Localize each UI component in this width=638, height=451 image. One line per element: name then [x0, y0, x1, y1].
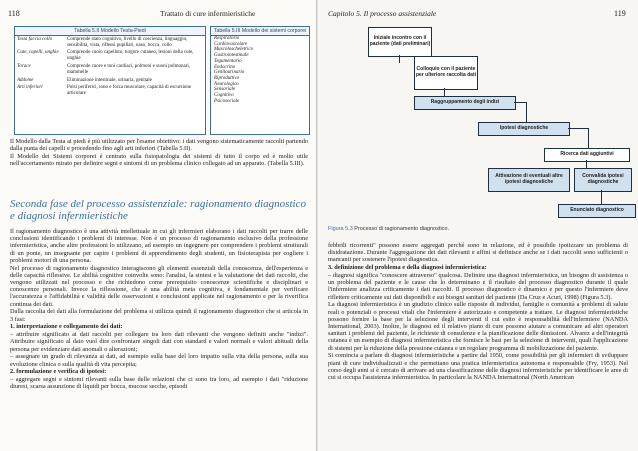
flow-arrow	[586, 160, 587, 168]
list-item: Genitourinario	[214, 70, 245, 76]
flow-box-interview: Colloquio con il paziente per ulteriore raccolta dati	[414, 56, 478, 90]
list-item: Tegumentario	[214, 58, 242, 64]
figure-label: Figura 5.3	[328, 226, 353, 232]
body-text	[10, 228, 308, 391]
table-row-key: Cute, capelli, unghie	[17, 50, 59, 56]
table-row-key: Addome	[17, 77, 34, 83]
table-caption: Tabella 5.III Modello dei sistemi corporei	[211, 27, 309, 36]
flow-box-diagnostic-statement: Enunciato diagnostico	[558, 204, 636, 218]
bullet: – aggregare segni e sintomi rilevanti sulla base delle relazioni che ci sono tra loro, ad esempio i dati "riduzione diuresi, scarsa assunzione di liquidi per bocca, mucose secche, episodi	[10, 376, 308, 391]
list-heading: 3. definizione del problema e della diagnosi infermieristica:	[328, 264, 487, 272]
table-row-key: Testa faccia collo	[17, 36, 53, 42]
list-item: Psicosociale	[214, 98, 240, 104]
running-head-left: Trattato di cure infermieristiche	[160, 9, 256, 18]
table-body-systems	[210, 26, 310, 135]
flow-arrow	[514, 102, 526, 103]
list-item: Sensoriale	[214, 87, 236, 93]
table-caption: Tabella 5.II Modello Testa-Piedi	[15, 27, 205, 36]
flow-arrow	[568, 128, 588, 129]
list-item: Neurologico	[214, 81, 239, 87]
flow-box-initial-encounter: Iniziale incontro con il paziente (dati preliminari)	[368, 27, 432, 57]
table-row-value: Comprende stato cognitivo, livello di coscienza, linguaggio, sensibilità, vista, riflessi pupillari, naso, bocca, collo	[67, 36, 188, 48]
list-item: Muscoloscheletrico	[214, 47, 254, 53]
table-row-key: Arti inferiori	[17, 85, 43, 91]
table-row-value: Comprende cuoio capelluto, turgore cutaneo, lesioni della cute, unghie	[67, 50, 194, 62]
flow-arrow	[601, 190, 602, 204]
list-item: Cardiovascolare	[214, 41, 248, 47]
flow-box-cluster-cues: Raggruppamento degli indizi	[414, 96, 516, 110]
left-page	[0, 0, 316, 451]
list-item: Cognitivo	[214, 93, 234, 99]
paragraph: Il ragionamento diagnostico è una attività intellettuale in cui gli infermieri elaborano i dati raccolti per trarre delle conclusioni identificando i problemi di interesse. Non è un processo di ragionamento esclusivo della professione infermieristica, anche altre professioni lo utilizzano, ad esempio un ingegnere per comprendere i problemi strutturali di un ponte, un insegnante per capire i problemi di apprendimento degli studenti, un fisioterapista per cogliere i problemi motori di una persona.	[10, 228, 308, 264]
list-heading: 1. interpretazione e collegamento dei dati:	[10, 323, 123, 331]
paragraph: Il Modello dalla Testa ai piedi è più utilizzato per l'esame obiettivo: i dati vengono sistematicamente raccolti partendo dalla punta dei capelli e procedendo fino agli arti inferiori (Tabella 5.II).	[10, 138, 308, 153]
paragraph: Si comincia a parlare di diagnosi infermieristiche a partire dal 1950, come possibilità per gli infermieri di sviluppare piani di cure individualizzati e che permettano una pratica infermieristica autonoma e responsabile (Fry, 1953). Nel corso degli anni si è cercato di arrivare ad una classificazione delle diagnosi infermieristiche per identificare le aree di cui si occupa l'assistenza infermieristica. In particolare la NANDA International (North American	[328, 352, 628, 382]
body-text-right	[328, 242, 628, 382]
paragraph: La diagnosi infermieristica è un giudizio clinico sulle risposte di individui, famiglie o comunità a problemi di salute reali o potenziali o processi vitali che l'infermiere è autorizzato e competente a trattare. Le diagnosi infermieristiche possono fornire la base per la selezione degli interventi il cui esito è responsabilità dell'infermiere (NANDA International, 2003). Inoltre, le diagnosi ed il relativo piano di cure possono aiutare a comunicare ad altri operatori sanitari i problemi del paziente, le richieste di consulenze e la pianificazione delle dimissioni. Alvarez a dell'integrità cutanea è un esempio di diagnosi infermieristica che fornisce le basi per la selezione di interventi, quali l'applicazione di sistemi per la riduzione della pressione cutanea e un regolare programma di mobilizzazione del paziente.	[328, 301, 628, 352]
paragraph: Dalla raccolta dei dati alla formulazione del problema si utilizza quindi il ragionamento diagnostico che si articola in 3 fasi:	[10, 308, 308, 323]
bullet: – diagnosi significa "conoscere attraverso" qualcosa. Definire una diagnosi infermieristica, un bisogno di assistenza o un problema del paziente e le cause che lo determinano e il risultato del processo diagnostico durante il quale l'infermiere analizza criticamente i dati raccolti. Il processo diagnostico è dinamico e per questo l'infermiere deve riflettere criticamente sui dati disponibili e sui bisogni sanitari del paziente (Da Cruz e Acuri, 1998) (Figura 5.3).	[328, 272, 628, 301]
page-number-left: 118	[8, 9, 20, 18]
section-heading: Seconda fase del processo assistenziale: ragionamento diagnostico e diagnosi infermieristiche	[10, 198, 306, 222]
list-item: Respiratorio	[214, 36, 240, 41]
list-heading: 2. formulazione e verifica di ipotesi:	[10, 368, 107, 376]
flow-arrow	[399, 55, 400, 63]
intro-paragraphs	[10, 138, 308, 168]
flow-arrow	[588, 128, 589, 148]
table-row-value: Polsi periferici, tono e forza muscolare, capacità di escursione articolare	[67, 85, 192, 97]
flow-arrow	[526, 102, 527, 122]
table-row-value: Comprende cuore e toni cardiaci, polmoni e suoni polmonari, mammelle	[67, 63, 191, 75]
table-row-value: Eliminazione intestinale, urinaria, genitale	[67, 77, 152, 83]
right-page	[318, 0, 638, 451]
running-head-right: Capitolo 5. Il processo assistenziale	[328, 9, 437, 18]
flow-box-other-hypotheses: Attivazione di eventuali altre ipotesi diagnostiche	[488, 168, 570, 192]
figure-caption-text: Processo di ragionamento diagnostico.	[354, 226, 450, 232]
paragraph: febbrili ricorrenti" possono essere aggregati perché sono in relazione, ed è possibile ipotizzare un problema di disidratazione. Durante l'aggregazione dei dati rilevanti e affini si definisce anche se i dati raccolti sono sufficienti o mancanti per sostenere l'ipotesi diagnostica.	[328, 242, 628, 264]
list-item: Endocrino	[214, 64, 236, 70]
flow-box-diagnostic-hypotheses: Ipotesi diagnostiche	[478, 122, 570, 136]
page-number-right: 119	[614, 9, 626, 18]
diagnostic-reasoning-diagram	[318, 0, 638, 240]
bullet: – assegnare un grado di rilevanza ai dati, ad esempio sulla base del loro impatto sulla vita della persona, sulla sua evoluzione clinica o sulla qualità di vita percepita;	[10, 353, 308, 368]
bullet: – attribuire significato ai dati raccolti per collegare tra loro dati rilevanti che vengono definiti anche "indizi". Attribuire significato al dato vuol dire confrontare singoli dati con standard e valori normali e valori abituali della persona per evidenziare dati anomali o alterazioni;	[10, 331, 308, 353]
figure-caption	[328, 226, 449, 232]
paragraph: Nel processo di ragionamento diagnostico interagiscono gli elementi essenziali della conoscenza, dell'esperienza e delle capacità riflessive. Le abilità cognitive coinvolte sono: l'analisi, la sintesi e la valutazione dei dati raccolti, che vengono utilizzati nel processo e che richiedono come prerequisito conoscenze scientifiche e disciplinari e conoscenze personali. Invece la riflessione, che è una abilità meta cognitiva, è fondamentale per verificare l'accuratezza e l'affidabilità e validità delle osservazioni e conclusioni applicate nel ragionamento e per la riverifica continua dei dati.	[10, 264, 308, 308]
table-row-key: Torace	[17, 63, 31, 69]
flow-box-additional-data: Ricerca dati aggiuntivi	[544, 148, 630, 162]
paragraph: Il Modello dei Sistemi corporei è centrato sulla fisiopatologia dei sistemi di tutto il corpo ed è molto utile nell'accertamento mirato per definire segni e sintomi di un problema clinico collegato ad un apparato. (Tabella 5.III).	[10, 153, 308, 168]
list-item: Gastrointestinale	[214, 53, 249, 59]
table-head-to-toe	[14, 26, 206, 135]
list-item: Riproduttivo	[214, 75, 240, 81]
flow-arrow	[444, 88, 445, 96]
flow-box-validate-hypotheses: Convalida ipotesi diagnostiche	[574, 168, 632, 192]
